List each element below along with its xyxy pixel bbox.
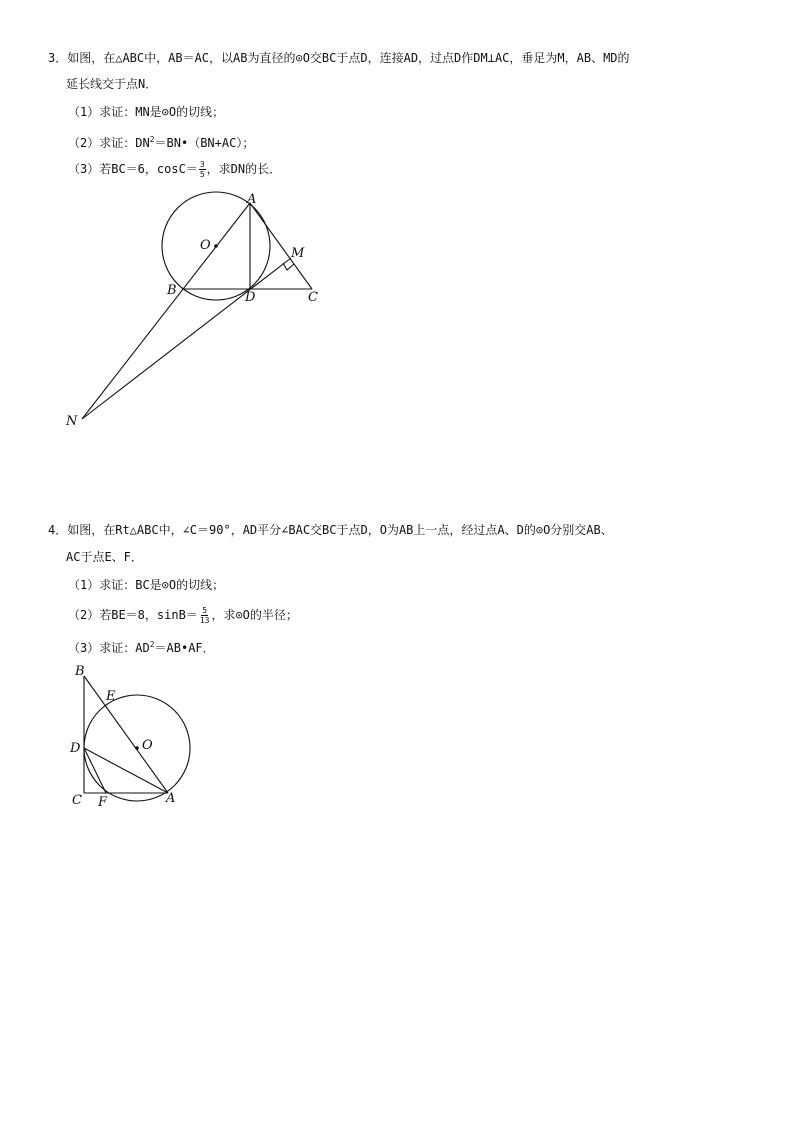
problem-4-stem: 如图，在Rt△ABC中，∠C＝90°，AD平分∠BAC交BC于点D，O为AB上一点，经过点A、D的⊙O分别交AB、	[67, 523, 613, 537]
q2-text-pre: （2）若BE＝8，sinB＝	[68, 608, 198, 622]
center-o-dot	[135, 746, 139, 750]
label-c: C	[72, 793, 82, 808]
label-c: C	[308, 290, 318, 305]
label-a: A	[166, 791, 176, 806]
problem-3-stem-line-1	[48, 50, 630, 66]
problem-4-question-1: （1）求证：BC是⊙O的切线；	[68, 578, 225, 592]
q3-fraction	[199, 160, 206, 179]
label-d: D	[70, 741, 81, 756]
line-anb	[82, 203, 250, 419]
problem-3-stem-line-2: 延长线交于点N．	[66, 77, 158, 91]
q3-text-post: ＝AB•AF．	[154, 641, 215, 655]
problem-3-question-1: （1）求证：MN是⊙O的切线；	[68, 105, 225, 119]
segment-df	[84, 748, 106, 793]
segment-ba	[84, 676, 168, 793]
q3-superscript: 2	[149, 640, 155, 649]
label-m: M	[291, 246, 305, 261]
problem-4-stem-line-1	[48, 522, 613, 538]
label-f: F	[98, 795, 108, 810]
label-b: B	[75, 664, 85, 679]
line-nm	[82, 258, 291, 419]
problem-4-stem-line-2: AC于点E、F．	[66, 550, 143, 564]
q2-text-post: ＝BN•（BN+AC）；	[154, 136, 255, 150]
label-o: O	[142, 738, 153, 753]
problem-3-figure	[60, 185, 340, 435]
q3-fraction-denominator: 5	[199, 170, 205, 179]
segment-da	[84, 748, 168, 793]
q2-text-post: ，求⊙O的半径；	[211, 608, 298, 622]
q2-fraction	[199, 606, 211, 625]
q2-text-pre: （2）求证：DN	[68, 136, 150, 150]
problem-4-question-3	[68, 637, 215, 656]
problem-3-number: 3．	[48, 51, 68, 65]
label-n: N	[66, 414, 78, 429]
problem-4-figure	[60, 660, 200, 810]
right-angle-mark	[283, 263, 294, 270]
q3-text-post: ，求DN的长．	[206, 162, 282, 176]
q3-text-pre: （3）若BC＝6，cosC＝	[68, 162, 198, 176]
q2-superscript: 2	[149, 135, 155, 144]
label-a: A	[247, 192, 257, 207]
q2-fraction-denominator: 13	[199, 616, 210, 625]
q3-text-pre: （3）求证：AD	[68, 641, 150, 655]
label-b: B	[167, 283, 177, 298]
q2-fraction-numerator: 5	[202, 606, 208, 615]
problem-3-question-3	[68, 160, 281, 179]
label-o: O	[200, 238, 211, 253]
problem-3-question-2	[68, 132, 254, 151]
label-d: D	[245, 290, 256, 305]
problem-3-stem: 如图，在△ABC中，AB＝AC，以AB为直径的⊙O交BC于点D，连接AD，过点D作DM⊥AC，垂足为M，AB、MD的	[67, 51, 630, 65]
q3-fraction-numerator: 3	[199, 160, 205, 169]
problem-4-number: 4．	[48, 523, 68, 537]
label-e: E	[106, 689, 116, 704]
center-o-dot	[214, 244, 218, 248]
problem-4-question-2	[68, 606, 298, 625]
